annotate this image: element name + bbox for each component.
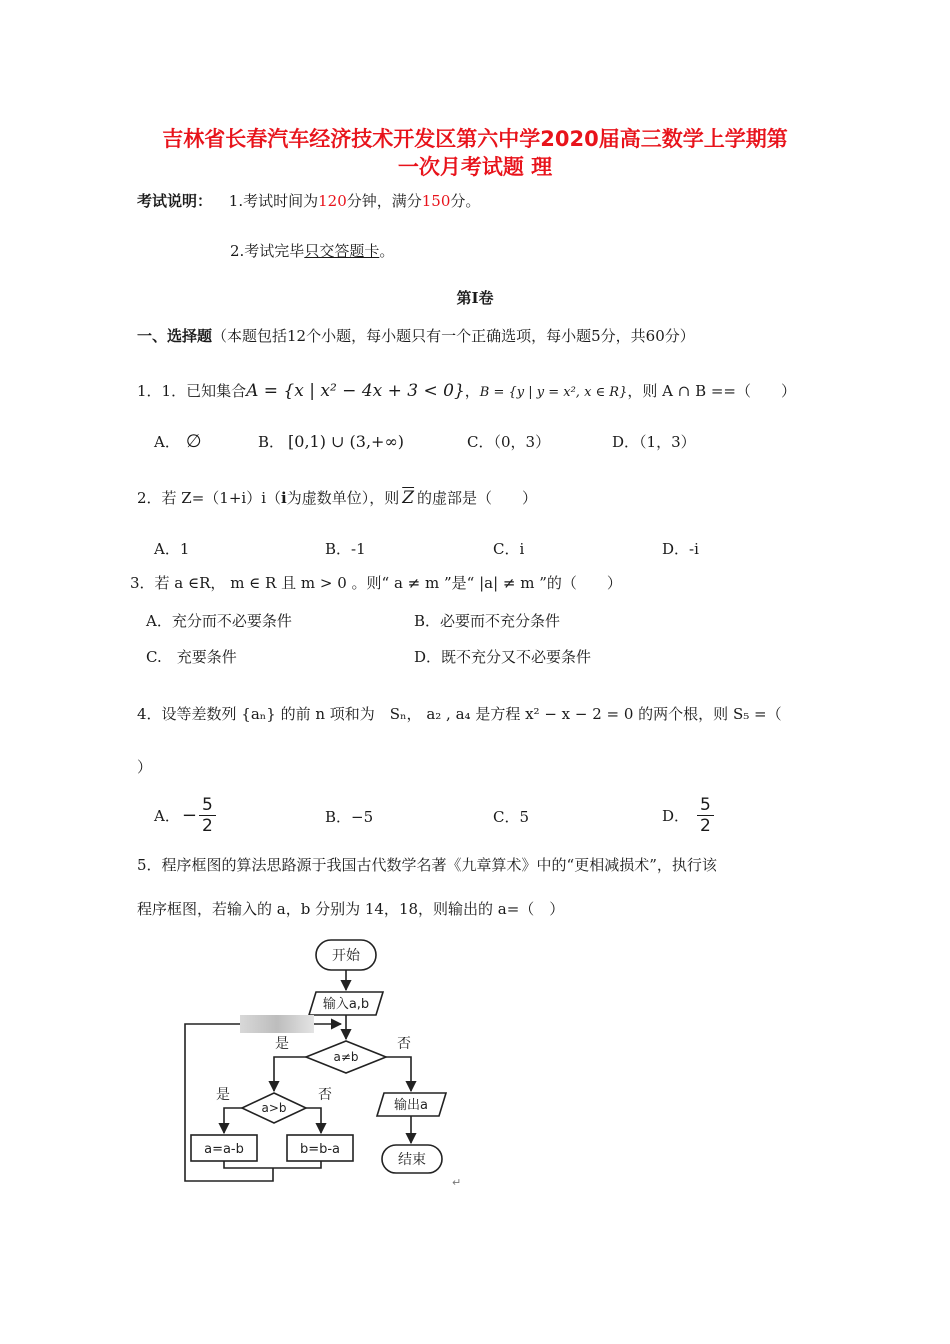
flow-cond1-label: a≠b xyxy=(333,1050,359,1064)
q3-option-a: A．充分而不必要条件 xyxy=(146,612,292,630)
question-4-stem: 4．设等差数列 {aₙ} 的前 n 项和为 Sₙ， a₂ , a₄ 是方程 x² − x − 2 = 0 的两个根，则 S₅ =（ xyxy=(137,705,782,723)
exam-time: 120 xyxy=(318,192,347,210)
question-3-stem: 3．若 a ∈R， m ∈ R 且 m > 0 。则“ a ≠ m ”是“ |a| ≠ m ”的（ ） xyxy=(130,574,622,592)
q4-option-c: C．5 xyxy=(493,808,530,826)
q1-option-c: C．（0，3） xyxy=(467,433,551,451)
instructions-item1-text2: 分钟，满分 xyxy=(346,192,422,210)
flow-output-label: 输出a xyxy=(394,1098,428,1113)
return-mark-icon: ↵ xyxy=(452,1176,462,1189)
question-5-line2: 程序框图，若输入的 a，b 分别为 14，18，则输出的 a=（ ） xyxy=(137,900,565,918)
fraction-denominator: 2 xyxy=(201,815,213,836)
section-note: （本题包括12个小题，每小题只有一个正确选项，每小题5分，共60分） xyxy=(212,327,695,345)
q1-set-a: A = {x | x² − 4x + 3 < 0} xyxy=(246,381,465,401)
q2-option-d: D．-i xyxy=(662,540,699,558)
q2-stem-text2: 为虚数单位），则 xyxy=(286,489,400,507)
q1-set-b: B = {y | y = x², x ∈ R} xyxy=(479,385,628,400)
flow-start-label: 开始 xyxy=(332,948,360,964)
instructions-item1-text: 1.考试时间为 xyxy=(228,192,319,210)
instructions-item2-text: 2.考试完毕 xyxy=(230,242,305,260)
flow-end-label: 结束 xyxy=(398,1152,426,1168)
flow-assign-a-label: a=a-b xyxy=(204,1142,244,1157)
q1-option-a-label: A． xyxy=(154,433,180,451)
flow-input-label: 输入a,b xyxy=(322,997,370,1012)
fraction-numerator: 5 xyxy=(199,795,216,816)
flow-yes2-label: 是 xyxy=(216,1087,230,1103)
instructions-item1-text3: 分。 xyxy=(450,192,481,210)
q4-stem-close: ） xyxy=(137,758,153,776)
flow-no2-label: 否 xyxy=(318,1087,332,1103)
q1-option-d: D．（1，3） xyxy=(612,433,696,451)
question-5-line1: 5．程序框图的算法思路源于我国古代数学名著《九章算术》中的“更相减损术”，执行该 xyxy=(137,856,717,874)
q4-option-a-sign: − xyxy=(181,804,197,826)
fraction-denominator: 2 xyxy=(700,815,711,836)
full-score: 150 xyxy=(421,192,451,210)
section-title: 一、选择题 xyxy=(137,327,213,345)
q3-option-d: D．既不充分又不必要条件 xyxy=(414,648,592,666)
instructions-label: 考试说明： xyxy=(137,192,213,210)
paper-title-line1: 吉林省长春汽车经济技术开发区第六中学2020届高三数学上学期第 xyxy=(162,127,788,151)
q2-imaginary-unit: i xyxy=(281,489,287,507)
flow-cond2-label: a>b xyxy=(261,1101,287,1115)
q1-option-b-label: B． xyxy=(258,433,285,451)
empty-set-symbol: ∅ xyxy=(185,431,202,452)
q1-option-b-value: [0,1) ∪ (3,+∞) xyxy=(288,432,405,451)
q2-stem-text: 2．若 Z=（1+i）i（ xyxy=(137,489,282,507)
fraction-numerator: 5 xyxy=(697,795,714,816)
q4-option-a-label: A． xyxy=(154,806,180,825)
q3-option-c: C. 充要条件 xyxy=(146,648,237,666)
q2-option-c: C．i xyxy=(493,540,525,558)
flow-yes1-label: 是 xyxy=(275,1036,289,1052)
q2-option-a: A．1 xyxy=(154,540,190,558)
q4-option-b: B．−5 xyxy=(325,808,374,826)
q3-option-b: B．必要而不充分条件 xyxy=(414,612,561,630)
answer-card-note: 只交答题卡 xyxy=(304,242,380,260)
q2-stem-end: 的虚部是（ ） xyxy=(417,489,538,507)
q1-stem-end: ，则 A ∩ B ==（ ） xyxy=(627,382,796,400)
volume-heading: 第Ⅰ卷 xyxy=(456,289,494,307)
z-conjugate: $\overline{Z}$ xyxy=(402,488,415,508)
q1-stem-text: 1．1．已知集合 xyxy=(137,382,247,400)
q2-option-b: B．-1 xyxy=(325,540,366,558)
q1-comma: ， xyxy=(464,382,480,400)
flow-no1-label: 否 xyxy=(397,1036,411,1052)
q4-option-d-label: D． xyxy=(662,806,690,825)
blurred-flow-label xyxy=(240,1015,314,1033)
paper-title-line2: 一次月考试题 理 xyxy=(397,155,553,179)
instructions-item2-end: 。 xyxy=(379,242,395,260)
flow-assign-b-label: b=b-a xyxy=(299,1142,341,1157)
